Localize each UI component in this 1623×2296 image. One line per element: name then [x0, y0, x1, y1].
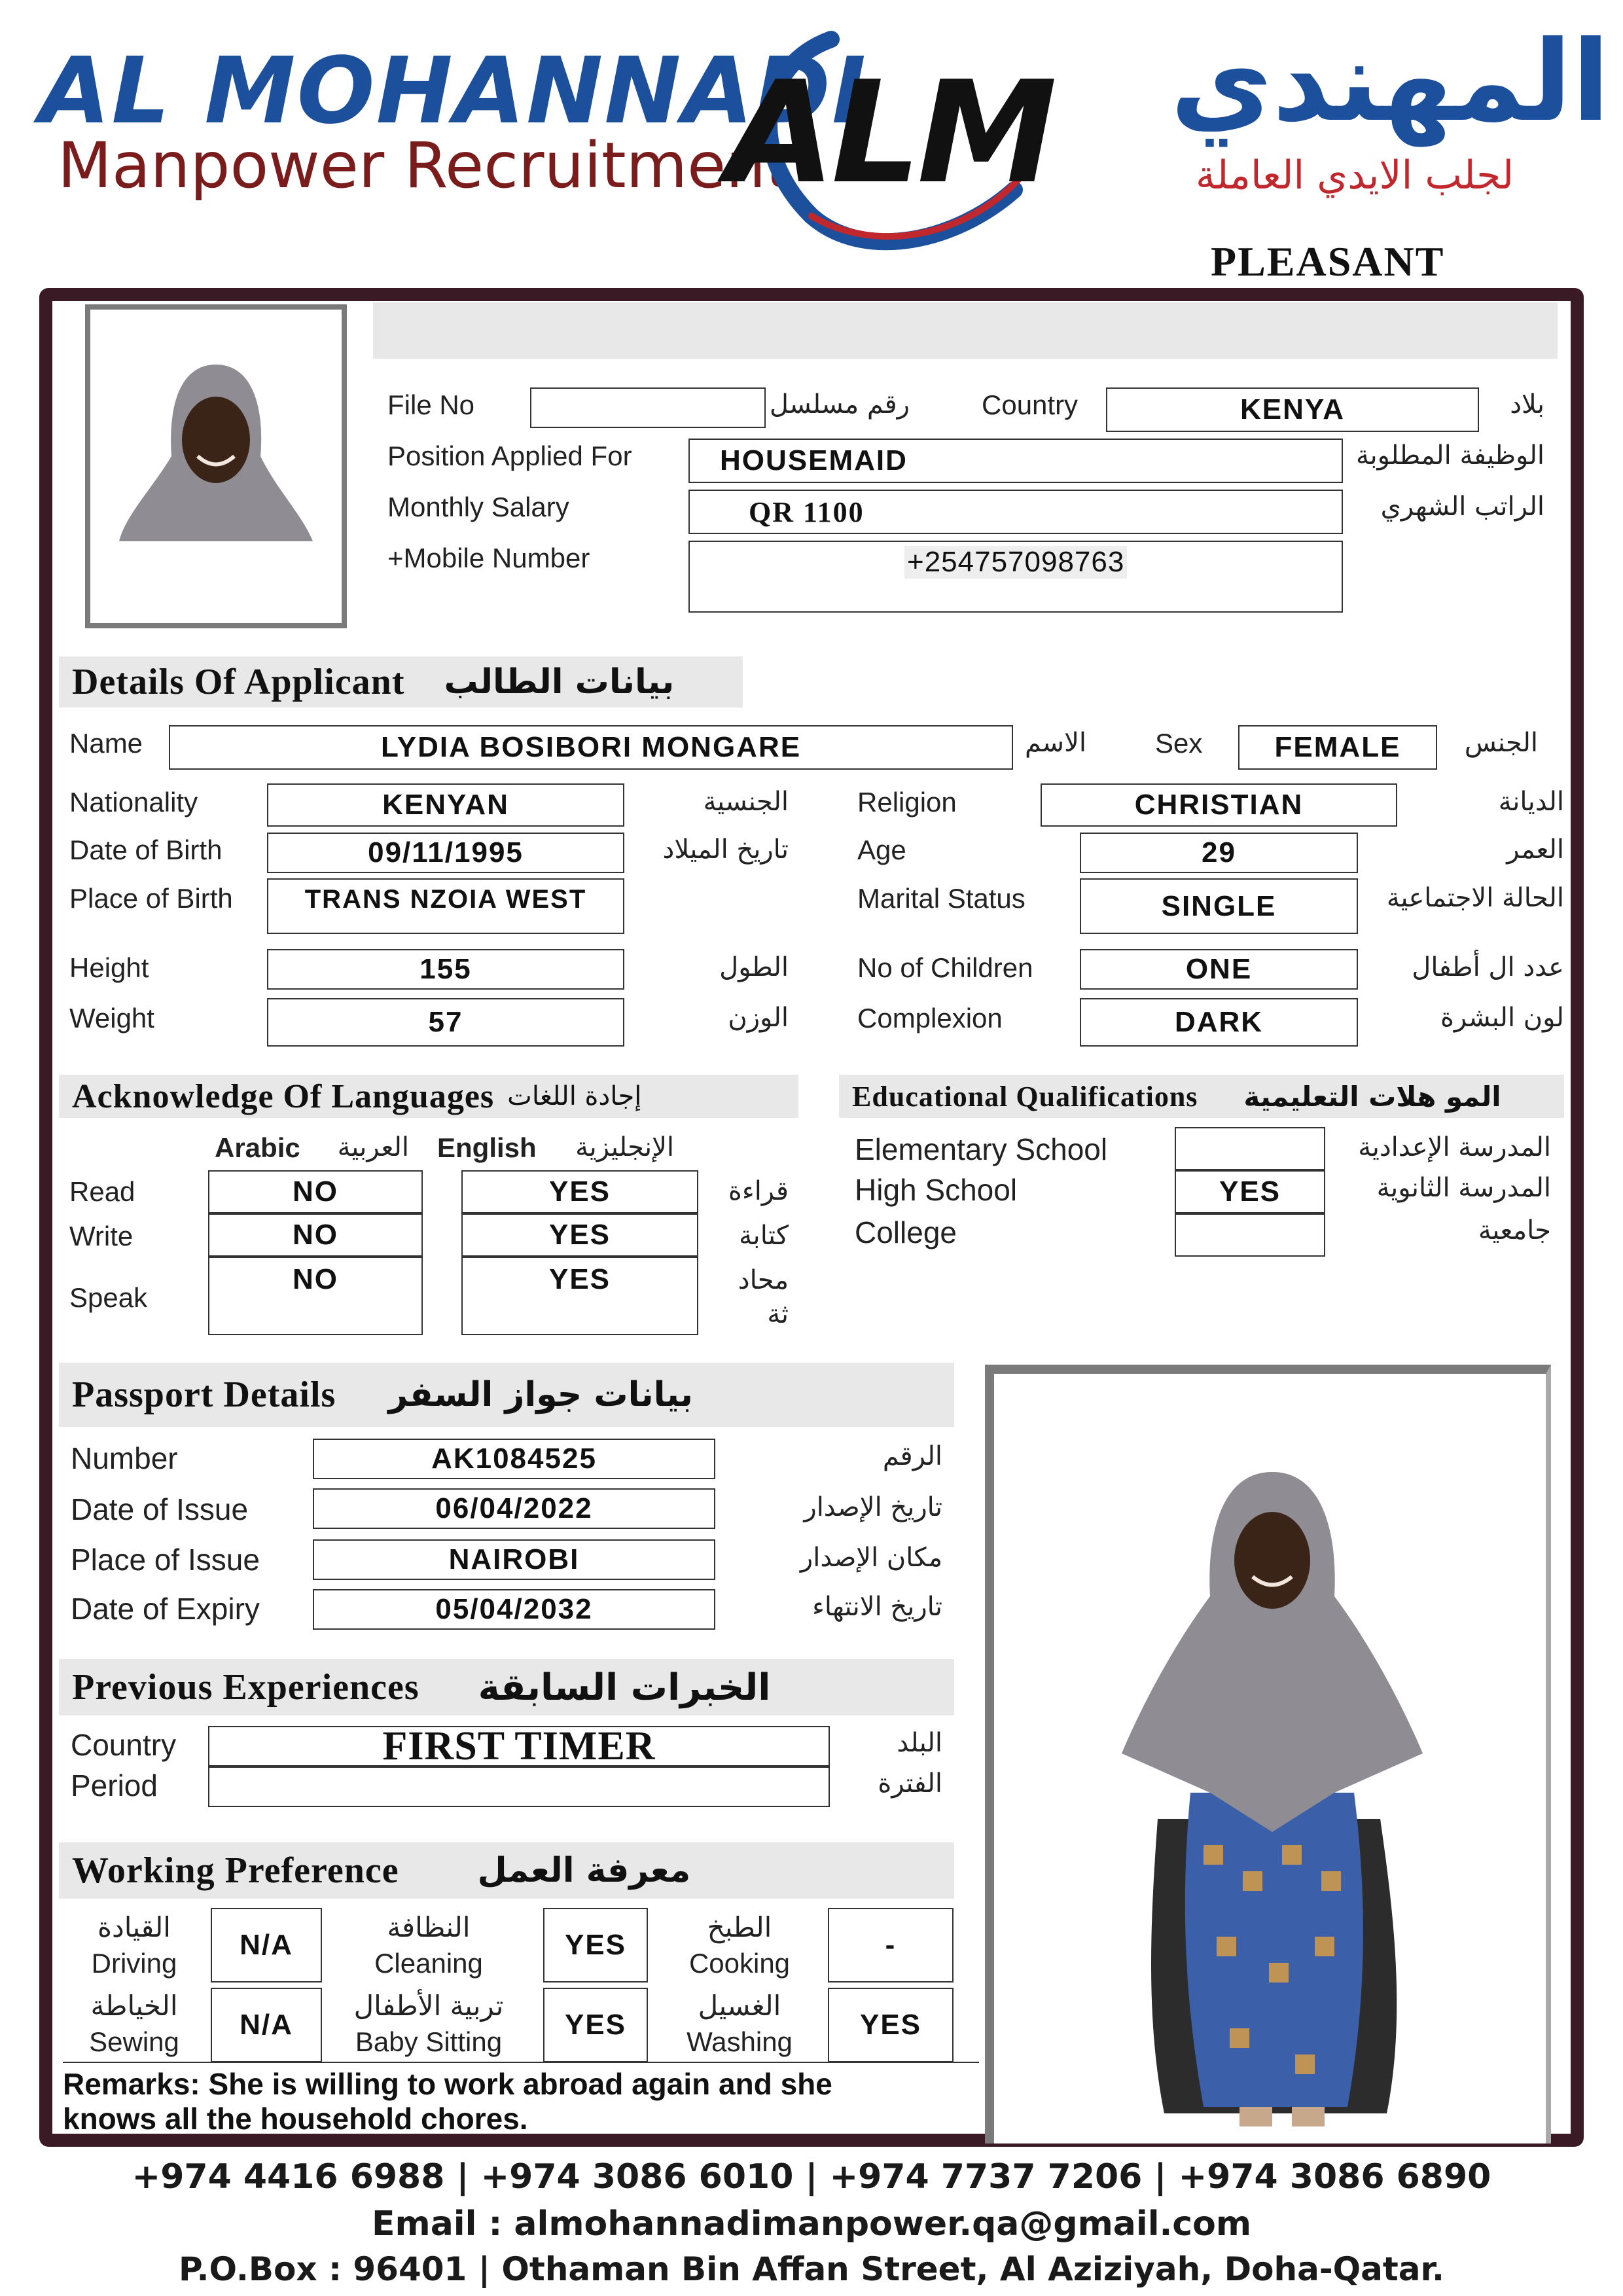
pob-field: TRANS NZOIA WEST — [267, 878, 624, 934]
passport-issue-field: 06/04/2022 — [313, 1488, 715, 1529]
edu-elementary-label: Elementary School — [855, 1132, 1108, 1166]
passport-expiry-field: 05/04/2032 — [313, 1589, 715, 1630]
languages-section-title-ar: إجادة اللغات — [507, 1081, 642, 1111]
marital-label: Marital Status — [857, 883, 1026, 914]
nationality-label-ar: الجنسية — [703, 787, 789, 817]
mobile-field — [688, 541, 1343, 613]
religion-field: CHRISTIAN — [1041, 783, 1397, 827]
passport-section-title: Passport Details — [72, 1374, 336, 1415]
pref-driving-label — [65, 1910, 203, 1981]
remarks — [63, 2062, 979, 2136]
dob-field: 09/11/1995 — [267, 833, 624, 873]
passport-number-label-ar: الرقم — [882, 1441, 942, 1471]
pref-driving-field: N/A — [211, 1908, 322, 1982]
pref-cooking-label — [661, 1910, 818, 1981]
position-field: HOUSEMAID — [688, 439, 1343, 483]
pref-cooking-label-ar: الطبخ — [707, 1911, 772, 1943]
experience-section-title-ar: الخبرات السابقة — [478, 1666, 771, 1709]
pref-driving-label-ar: القيادة — [98, 1911, 171, 1943]
passport-place-label: Place of Issue — [71, 1543, 260, 1577]
lang-write-arabic: NO — [208, 1213, 423, 1257]
passport-place-field: NAIROBI — [313, 1539, 715, 1580]
name-field: LYDIA BOSIBORI MONGARE — [169, 725, 1013, 770]
age-field: 29 — [1080, 833, 1358, 873]
company-tagline-ar: لجلب الايدي العاملة — [1195, 152, 1514, 198]
remarks-line2: knows all the household chores. — [63, 2101, 528, 2136]
applicant-photo — [106, 325, 326, 607]
experience-section-title: Previous Experiences — [72, 1667, 419, 1708]
company-logo — [0, 0, 1623, 262]
pref-washing-label-ar: الغسيل — [698, 1990, 781, 2022]
mobile-value: +254757098763 — [904, 546, 1127, 579]
complexion-field: DARK — [1080, 998, 1358, 1047]
edu-elementary-label-ar: المدرسة الإعدادية — [1358, 1132, 1551, 1162]
height-field: 155 — [267, 949, 624, 990]
age-label: Age — [857, 834, 906, 865]
salary-label-ar: الراتب الشهري — [1380, 492, 1544, 522]
applicant-section-header — [59, 656, 743, 708]
applicant-full-photo — [994, 1374, 1546, 2144]
age-label-ar: العمر — [1507, 834, 1564, 865]
lang-english-col-ar: الإنجليزية — [575, 1132, 674, 1162]
lang-write-label: Write — [69, 1221, 134, 1251]
mobile-label: +Mobile Number — [387, 543, 590, 573]
file-no-field — [530, 387, 766, 428]
lang-speak-label: Speak — [69, 1282, 148, 1313]
passport-section-header — [59, 1363, 954, 1427]
top-header-bar — [373, 302, 1558, 359]
lang-speak-label-ar: محاد ثة — [738, 1265, 789, 1329]
pref-cooking-label-en: Cooking — [688, 1947, 791, 1979]
pref-sewing-field: N/A — [211, 1988, 322, 2062]
applicant-section-title-ar: بيانات الطالب — [444, 662, 675, 702]
edu-high-school-field: YES — [1175, 1170, 1325, 1213]
children-field: ONE — [1080, 949, 1358, 990]
pref-washing-label-en: Washing — [687, 2026, 793, 2057]
lang-read-english: YES — [461, 1170, 698, 1213]
pref-driving-label-en: Driving — [91, 1947, 177, 1979]
pob-label: Place of Birth — [69, 883, 233, 914]
footer-email: Email : almohannadimanpower.qa@gmail.com — [371, 2204, 1252, 2244]
company-name-ar: المهندي — [1170, 17, 1610, 147]
lang-arabic-col: Arabic — [215, 1132, 300, 1163]
passport-number-field: AK1084525 — [313, 1439, 715, 1479]
lang-write-english: YES — [461, 1213, 698, 1257]
education-section-title: Educational Qualifications — [852, 1080, 1198, 1113]
lang-write-label-ar: كتابة — [739, 1221, 789, 1251]
pref-cooking-field: - — [828, 1908, 954, 1982]
pref-baby-sitting-label-en: Baby Sitting — [355, 2026, 503, 2057]
lang-read-arabic: NO — [208, 1170, 423, 1213]
experience-period-field — [208, 1767, 830, 1807]
name-label: Name — [69, 728, 143, 759]
children-label-ar: عدد ال أطفال — [1412, 952, 1564, 982]
preference-section-title-ar: معرفة العمل — [477, 1851, 691, 1890]
position-label-ar: الوظيفة المطلوبة — [1356, 440, 1544, 471]
position-label: Position Applied For — [387, 440, 632, 471]
experience-country-label-ar: البلد — [897, 1728, 942, 1758]
pref-cleaning-field: YES — [543, 1908, 648, 1982]
company-name-en: AL MOHANNADI — [39, 38, 868, 145]
education-section-header — [839, 1075, 1564, 1118]
height-label: Height — [69, 952, 149, 983]
dob-label-ar: تاريخ الميلاد — [662, 834, 789, 865]
pref-baby-sitting-label-ar: تربية الأطفال — [353, 1990, 504, 2022]
passport-expiry-label: Date of Expiry — [71, 1592, 260, 1626]
country-label: Country — [982, 389, 1079, 420]
pref-cleaning-label-en: Cleaning — [374, 1947, 483, 1979]
weight-label-ar: الوزن — [728, 1003, 789, 1033]
experience-country-label: Country — [71, 1728, 177, 1762]
lang-read-label: Read — [69, 1176, 135, 1207]
lang-english-col: English — [437, 1132, 537, 1163]
experience-period-label-ar: الفترة — [878, 1768, 942, 1799]
sex-field: FEMALE — [1238, 725, 1437, 770]
nationality-label: Nationality — [69, 787, 198, 817]
complexion-label-ar: لون البشرة — [1440, 1003, 1564, 1033]
pref-sewing-label — [65, 1988, 203, 2060]
preference-section-header — [59, 1842, 954, 1899]
applicant-photo-frame — [85, 304, 347, 628]
religion-label-ar: الديانة — [1498, 787, 1564, 817]
weight-label: Weight — [69, 1003, 154, 1033]
marital-field: SINGLE — [1080, 878, 1358, 934]
passport-issue-label: Date of Issue — [71, 1492, 249, 1526]
footer-phones: +974 4416 6988 | +974 3086 6010 | +974 7737 7206 | +974 3086 6890 — [132, 2157, 1491, 2197]
pref-cleaning-label — [337, 1910, 520, 1981]
lang-arabic-col-ar: العربية — [337, 1132, 409, 1162]
edu-high-school-label-ar: المدرسة الثانوية — [1376, 1173, 1551, 1203]
country-label-ar: بلاد — [1510, 389, 1544, 420]
experience-section-header — [59, 1659, 954, 1715]
pref-baby-sitting-field: YES — [543, 1988, 648, 2062]
stamp-text: PLEASANT — [1211, 238, 1445, 285]
passport-section-title-ar: بيانات جواز السفر — [388, 1375, 693, 1414]
file-no-label: File No — [387, 389, 475, 420]
pref-sewing-label-en: Sewing — [89, 2026, 179, 2057]
remarks-line1: Remarks: She is willing to work abroad again and she — [63, 2067, 832, 2101]
height-label-ar: الطول — [719, 952, 789, 982]
pref-sewing-label-ar: الخياطة — [90, 1990, 178, 2022]
education-section-title-ar: المو هلات التعليمية — [1243, 1080, 1501, 1113]
preference-section-title: Working Preference — [72, 1850, 399, 1891]
edu-college-field — [1175, 1213, 1325, 1257]
passport-issue-label-ar: تاريخ الإصدار — [804, 1492, 942, 1522]
languages-section-title: Acknowledge Of Languages — [72, 1077, 495, 1115]
alm-logo-text: ALM — [726, 50, 1054, 215]
edu-elementary-field — [1175, 1127, 1325, 1170]
children-label: No of Children — [857, 952, 1033, 983]
sex-label-ar: الجنس — [1464, 728, 1538, 758]
country-field: KENYA — [1106, 387, 1479, 432]
experience-period-label: Period — [71, 1768, 158, 1803]
edu-college-label-ar: جامعية — [1478, 1215, 1551, 1246]
marital-label-ar: الحالة الاجتماعية — [1386, 883, 1564, 913]
pref-baby-sitting-label — [337, 1988, 520, 2060]
pref-washing-field: YES — [828, 1988, 954, 2062]
applicant-section-title: Details Of Applicant — [72, 662, 405, 702]
pref-washing-label — [661, 1988, 818, 2060]
lang-read-label-ar: قراءة — [728, 1176, 789, 1206]
edu-college-label: College — [855, 1215, 957, 1249]
complexion-label: Complexion — [857, 1003, 1003, 1033]
salary-field: QR 1100 — [688, 490, 1343, 534]
footer-address: P.O.Box : 96401 | Othaman Bin Affan Street, Al Aziziyah, Doha-Qatar. — [179, 2250, 1444, 2288]
languages-section-header — [59, 1075, 798, 1118]
company-tagline-en: Manpower Recruitment — [58, 129, 791, 202]
name-label-ar: الاسم — [1024, 728, 1086, 758]
passport-number-label: Number — [71, 1441, 178, 1475]
dob-label: Date of Birth — [69, 834, 223, 865]
file-no-label-ar: رقم مسلسل — [769, 389, 910, 420]
weight-field: 57 — [267, 998, 624, 1047]
passport-place-label-ar: مكان الإصدار — [800, 1543, 942, 1573]
passport-expiry-label-ar: تاريخ الانتهاء — [812, 1592, 942, 1622]
experience-country-field: FIRST TIMER — [208, 1726, 830, 1767]
sex-label: Sex — [1155, 728, 1203, 759]
pref-cleaning-label-ar: النظافة — [387, 1911, 471, 1943]
religion-label: Religion — [857, 787, 957, 817]
edu-high-school-label: High School — [855, 1173, 1018, 1207]
lang-speak-arabic: NO — [208, 1257, 423, 1335]
nationality-field: KENYAN — [267, 783, 624, 827]
lang-speak-english: YES — [461, 1257, 698, 1335]
salary-label: Monthly Salary — [387, 492, 569, 522]
full-photo-frame — [985, 1365, 1551, 2144]
